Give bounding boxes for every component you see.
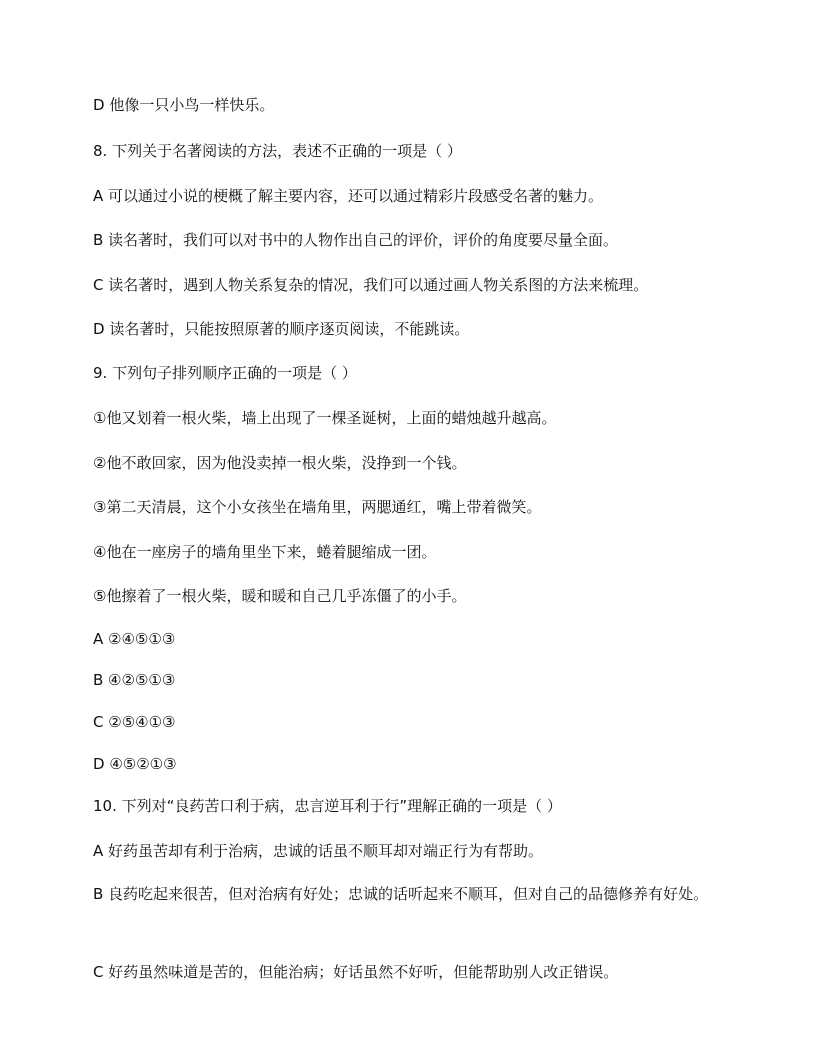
question-10: 10. 下列对“良药苦口利于病，忠言逆耳利于行”理解正确的一项是（ ） — [93, 797, 562, 815]
option-9c: C ②⑤④①③ — [93, 713, 176, 731]
sentence-3: ③第二天清晨，这个小女孩坐在墙角里，两腮通红，嘴上带着微笑。 — [93, 498, 542, 516]
option-10c: C 好药虽然味道是苦的，但能治病；好话虽然不好听，但能帮助别人改正错误。 — [93, 963, 619, 981]
sentence-5: ⑤他擦着了一根火柴，暖和暖和自己几乎冻僵了的小手。 — [93, 587, 467, 605]
option-9a: A ②④⑤①③ — [93, 630, 176, 648]
sentence-1: ①他又划着一根火柴，墙上出现了一棵圣诞树，上面的蜡烛越升越高。 — [93, 409, 557, 427]
option-10a: A 好药虽苦却有利于治病，忠诚的话虽不顺耳却对端正行为有帮助。 — [93, 842, 544, 860]
option-8b: B 读名著时，我们可以对书中的人物作出自己的评价，评价的角度要尽量全面。 — [93, 231, 619, 249]
question-8: 8. 下列关于名著阅读的方法，表述不正确的一项是（ ） — [93, 142, 462, 160]
option-7d: D 他像一只小鸟一样快乐。 — [93, 96, 275, 114]
option-9b: B ④②⑤①③ — [93, 671, 176, 689]
option-8a: A 可以通过小说的梗概了解主要内容，还可以通过精彩片段感受名著的魅力。 — [93, 187, 604, 205]
option-8c: C 读名著时，遇到人物关系复杂的情况，我们可以通过画人物关系图的方法来梳理。 — [93, 276, 649, 294]
sentence-2: ②他不敢回家，因为他没卖掉一根火柴，没挣到一个钱。 — [93, 454, 467, 472]
option-8d: D 读名著时，只能按照原著的顺序逐页阅读，不能跳读。 — [93, 320, 470, 338]
option-9d: D ④⑤②①③ — [93, 755, 177, 773]
option-10b: B 良药吃起来很苦，但对治病有好处；忠诚的话听起来不顺耳，但对自己的品德修养有好处。 — [93, 885, 709, 903]
sentence-4: ④他在一座房子的墙角里坐下来，蜷着腿缩成一团。 — [93, 543, 437, 561]
question-9: 9. 下列句子排列顺序正确的一项是（ ） — [93, 364, 357, 382]
